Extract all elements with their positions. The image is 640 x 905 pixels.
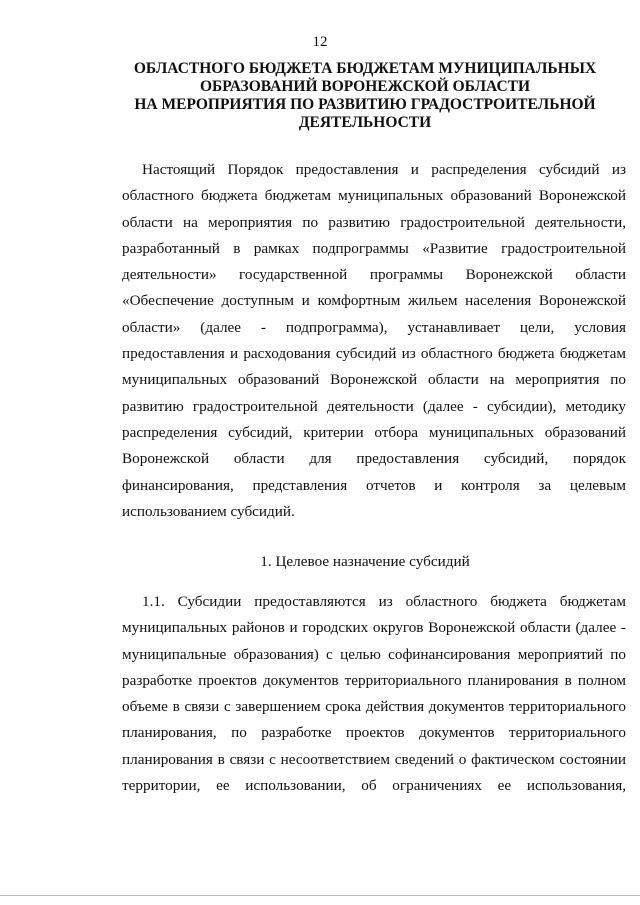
title-line: ОБЛАСТНОГО БЮДЖЕТА БЮДЖЕТАМ МУНИЦИПАЛЬНЫХ	[133, 60, 597, 77]
paragraph-line: областного бюджета бюджетам муниципальных образований Воронежской	[122, 187, 626, 205]
page-number: 12	[312, 34, 328, 50]
title-line: НА МЕРОПРИЯТИЯ ПО РАЗВИТИЮ ГРАДОСТРОИТЕЛЬНОЙ	[134, 96, 596, 113]
paragraph-line: разработке проектов документов территориального планирования в полном	[122, 671, 626, 689]
clause-paragraph	[122, 589, 626, 799]
paragraph-line: области на мероприятия по развитию градостроительной деятельности,	[122, 213, 626, 231]
paragraph-line: 1.1. Субсидии предоставляются из областного бюджета бюджетам	[142, 593, 626, 610]
paragraph-line: муниципальных районов и городских округов Воронежской области (далее -	[122, 619, 626, 637]
paragraph-line: муниципальных образований Воронежской области на мероприятия по	[122, 371, 626, 389]
paragraph-line: объеме в связи с завершением срока действия документов территориального	[122, 698, 626, 716]
paragraph-line: Воронежской области для предоставления субсидий, порядок	[122, 450, 626, 468]
paragraph-line: планирования в связи с несоответствием сведений о фактическом состоянии	[122, 750, 626, 768]
document-title	[100, 60, 630, 132]
intro-paragraph	[122, 157, 626, 525]
paragraph-line: «Обеспечение доступным и комфортным жильем населения Воронежской	[122, 292, 626, 310]
paragraph-line: развитию градостроительной деятельности (далее - субсидии), методику	[122, 397, 626, 415]
paragraph-line: деятельности» государственной программы Воронежской области	[122, 266, 626, 284]
paragraph-line: области» (далее - подпрограмма), устанавливает цели, условия	[122, 318, 626, 336]
title-line: ОБРАЗОВАНИЙ ВОРОНЕЖСКОЙ ОБЛАСТИ	[199, 78, 531, 95]
paragraph-line: распределения субсидий, критерии отбора муниципальных образований	[122, 423, 626, 441]
paragraph-line: планирования, по разработке проектов документов территориального	[122, 724, 626, 742]
paragraph-line: муниципальные образования) с целью софинансирования мероприятий по	[122, 645, 626, 663]
page-bottom-rule	[0, 895, 640, 896]
paragraph-line: использованием субсидий.	[122, 502, 295, 520]
title-line: ДЕЯТЕЛЬНОСТИ	[298, 114, 432, 131]
section-heading: 1. Целевое назначение субсидий	[260, 553, 470, 570]
paragraph-line: предоставления и расходования субсидий из областного бюджета бюджетам	[122, 345, 626, 363]
paragraph-line: разработанный в рамках подпрограммы «Развитие градостроительной	[122, 239, 626, 257]
paragraph-line: территории, ее использовании, об ограничениях ее использования,	[122, 777, 626, 795]
paragraph-line: финансирования, представления отчетов и контроля за целевым	[122, 476, 626, 494]
paragraph-line: Настоящий Порядок предоставления и распределения субсидий из	[142, 161, 626, 178]
